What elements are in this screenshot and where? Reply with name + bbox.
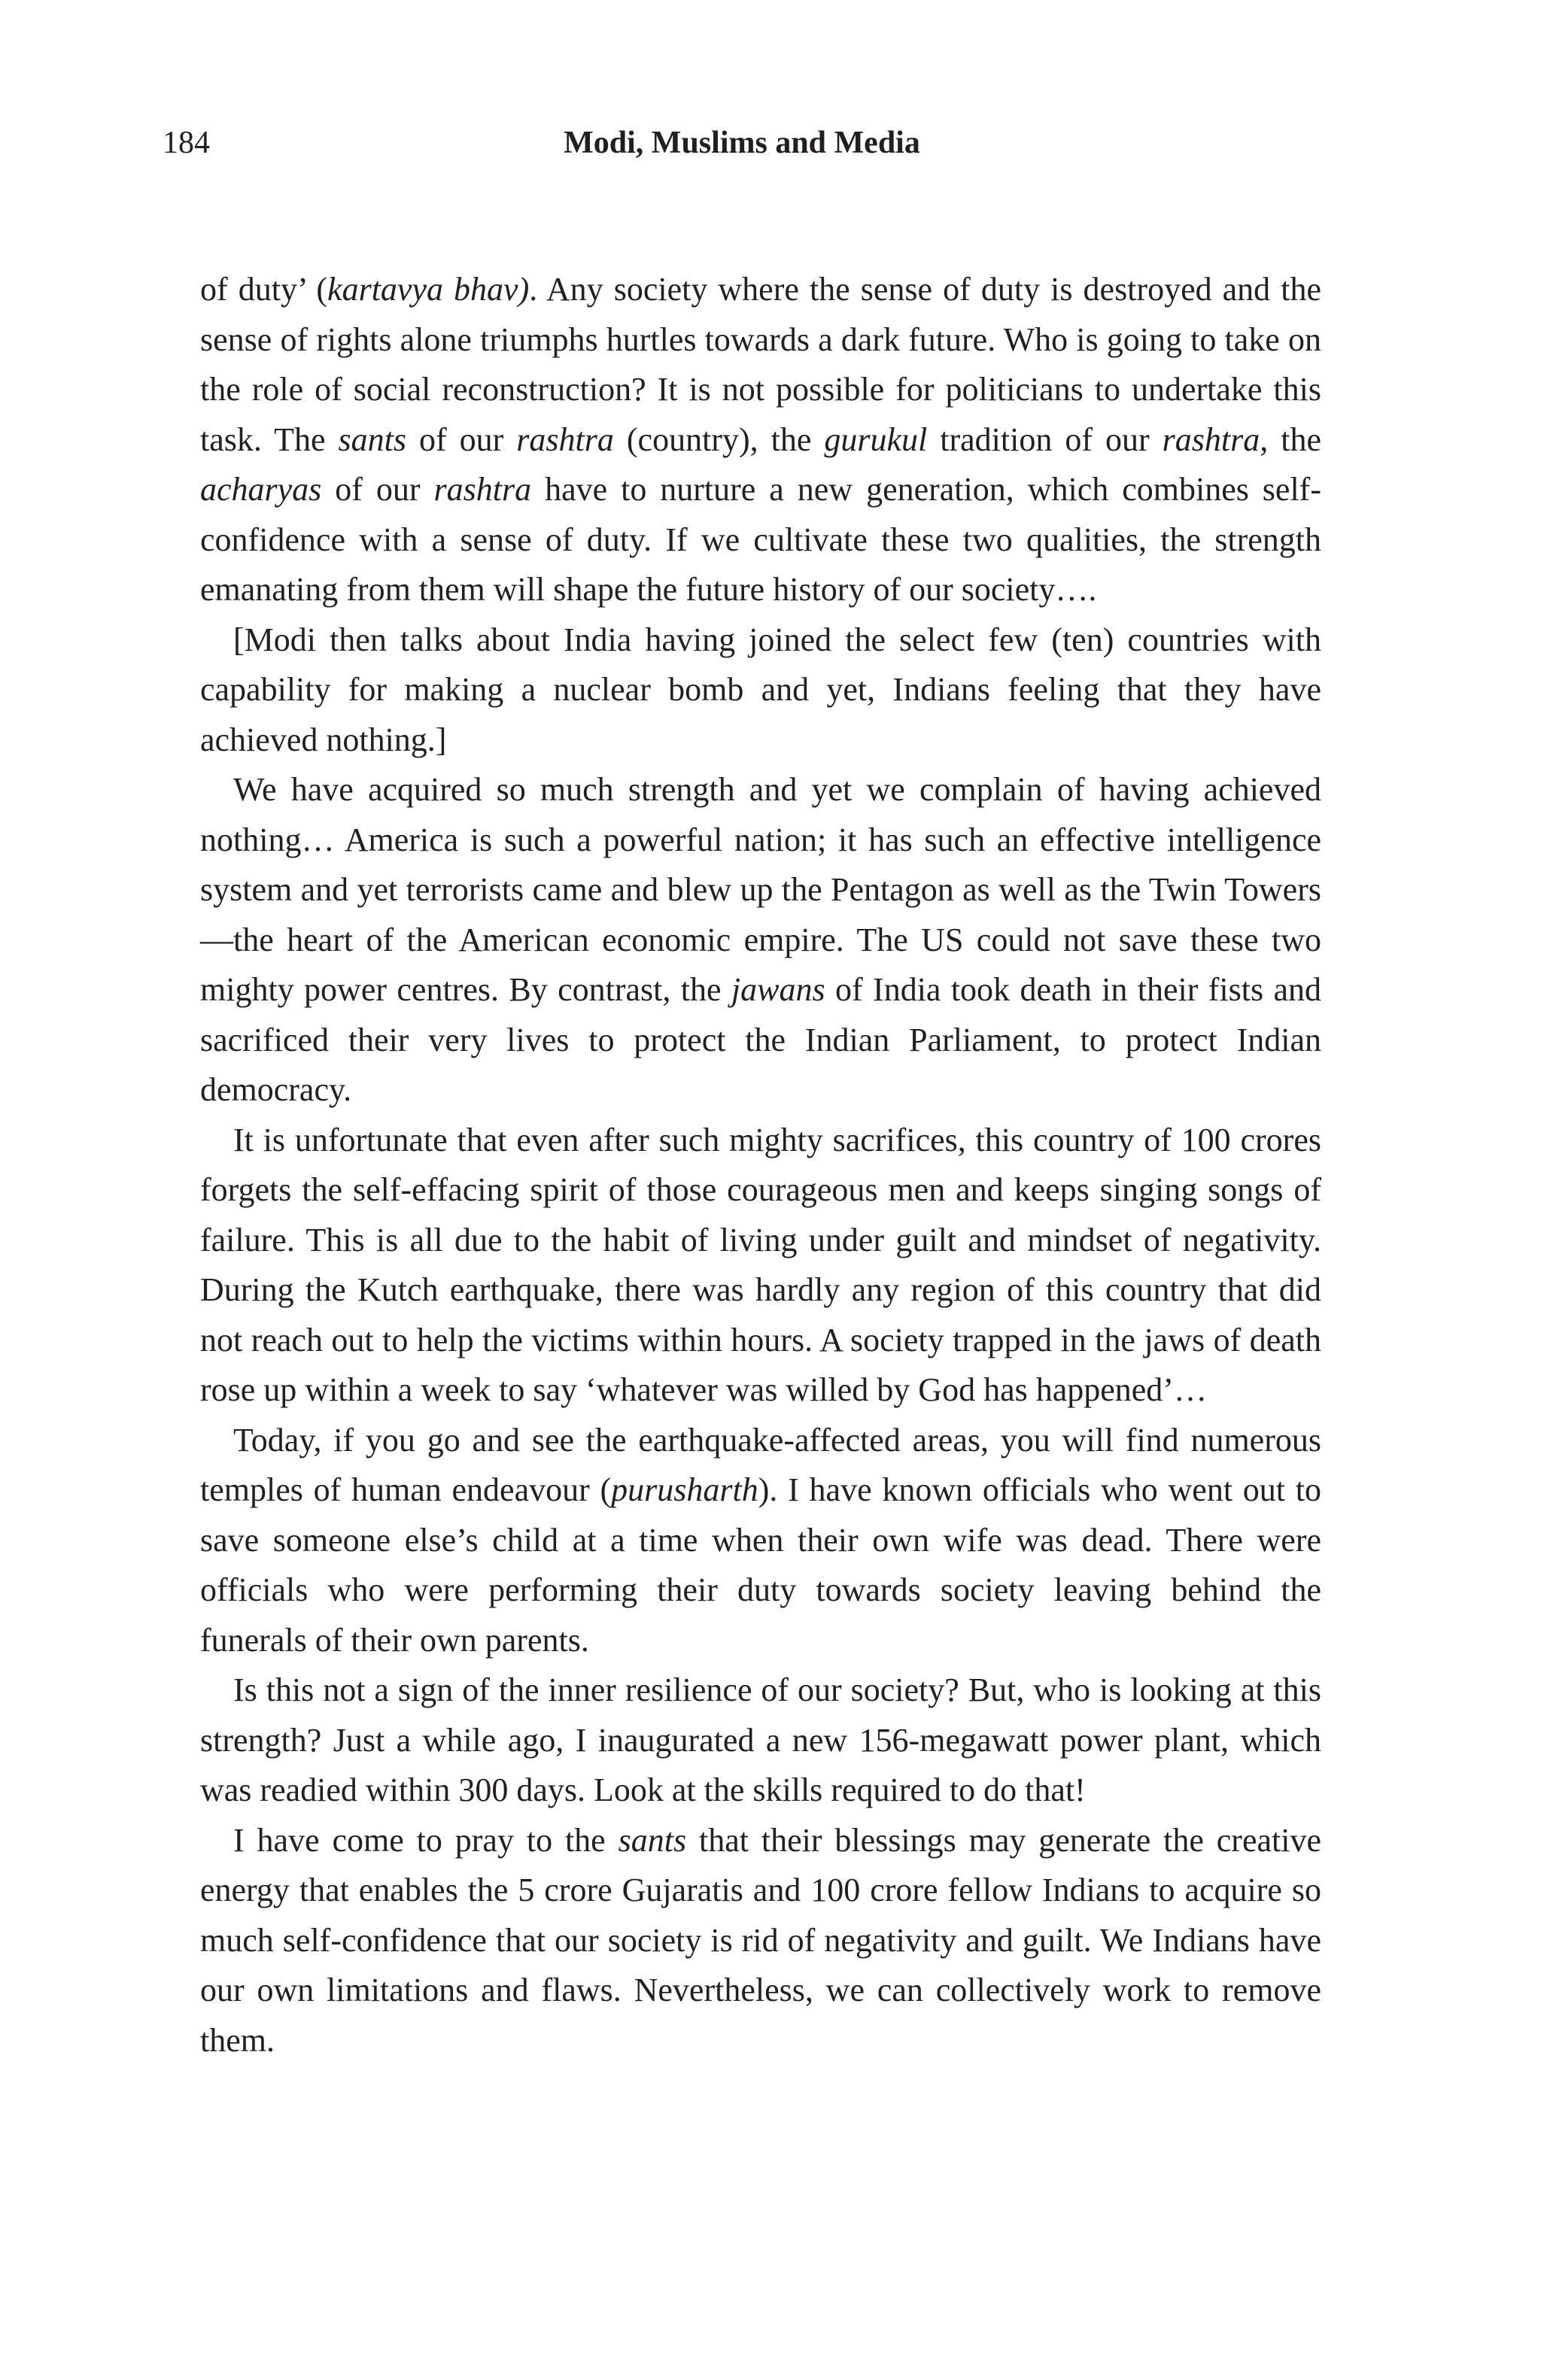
text-run: We have acquired so much strength and yet we complain of having achieved nothing… America is such a powerful nation; it has such an effective intelligence system and yet terrorists came and blew up the Pentagon as well as the Twin Towers—the heart of the American economic empire. The US could not save these two mighty power centres. By contrast, the — [200, 771, 1321, 1008]
italic-term: rashtra — [433, 471, 532, 508]
text-run: [Modi then talks about India having joined the select few (ten) countries with capability for making a nuclear bomb and yet, Indians feeling that they have achieved nothing.] — [200, 621, 1321, 758]
text-run: of India took death in their fists and sacrificed their very lives to protect the Indian Parliament, to protect Indian democracy. — [200, 971, 1321, 1108]
paragraph — [200, 615, 1321, 766]
text-run: of duty’ ( — [200, 271, 328, 308]
paragraph — [200, 265, 1321, 615]
paragraph — [200, 1416, 1321, 1666]
italic-term: sants — [338, 420, 406, 458]
paragraph — [200, 1665, 1321, 1816]
text-run: that their blessings may generate the creative energy that enables the 5 crore Gujaratis and 100 crore fellow Indians to acquire so much self-confidence that our society is rid of negativity and guilt. We Indians have our own limitations and flaws. Nevertheless, we can collectively work to remove them. — [200, 1821, 1321, 2059]
paragraph — [200, 1816, 1321, 2066]
italic-term: gurukul — [824, 420, 928, 458]
body-text — [200, 265, 1321, 2066]
text-run: . Any society where the sense of duty is destroyed and the sense of rights alone triumphs hurtles towards a dark future. Who is going to take on the role of social reconstruction? It is not possible for politicians to undertake this task. The — [200, 271, 1321, 458]
text-run: of our — [321, 471, 434, 508]
text-run: Is this not a sign of the inner resilience of our society? But, who is looking at this strength? Just a while ago, I inaugurated a new 156-megawatt power plant, which was readied within 300 days. Look at the skills required to do that! — [200, 1671, 1321, 1808]
text-run: (country), the — [613, 420, 825, 458]
italic-term: rashtra — [1162, 420, 1260, 458]
page-number: 184 — [163, 126, 210, 160]
running-title: Modi, Muslims and Media — [564, 126, 920, 160]
paragraph — [200, 765, 1321, 1116]
text-run: I have come to pray to the — [233, 1821, 619, 1859]
text-run: Today, if you go and see the earthquake-affected areas, you will find numerous temples of human endeavour ( — [200, 1421, 1321, 1508]
italic-term: jawans — [731, 971, 825, 1008]
italic-term: acharyas — [200, 471, 322, 508]
italic-term: kartavya bhav) — [327, 271, 530, 308]
text-run: , the — [1260, 420, 1321, 458]
text-run: It is unfortunate that even after such mighty sacrifices, this country of 100 crores forgets the self-effacing spirit of those courageous men and keeps singing songs of failure. This is all due to the habit of living under guilt and mindset of negativity. During the Kutch earthquake, there was hardly any region of this country that did not reach out to help the victims within hours. A society trapped in the jaws of death rose up within a week to say ‘whatever was willed by God has happened’… — [200, 1121, 1321, 1408]
italic-term: sants — [618, 1821, 687, 1859]
paragraph — [200, 1116, 1321, 1416]
text-run: have to nurture a new generation, which combines self-confidence with a sense of duty. If we cultivate these two qualities, the strength emanating from them will shape the future history of our society…. — [200, 471, 1321, 608]
text-run: of our — [406, 420, 517, 458]
text-run: tradition of our — [927, 420, 1163, 458]
text-run: ). I have known officials who went out to save someone else’s child at a time when their own wife was dead. There were officials who were performing their duty towards society leaving behind the funerals of their own parents. — [200, 1471, 1321, 1659]
page-header — [163, 120, 1321, 165]
italic-term: purusharth — [611, 1471, 758, 1508]
italic-term: rashtra — [516, 420, 614, 458]
